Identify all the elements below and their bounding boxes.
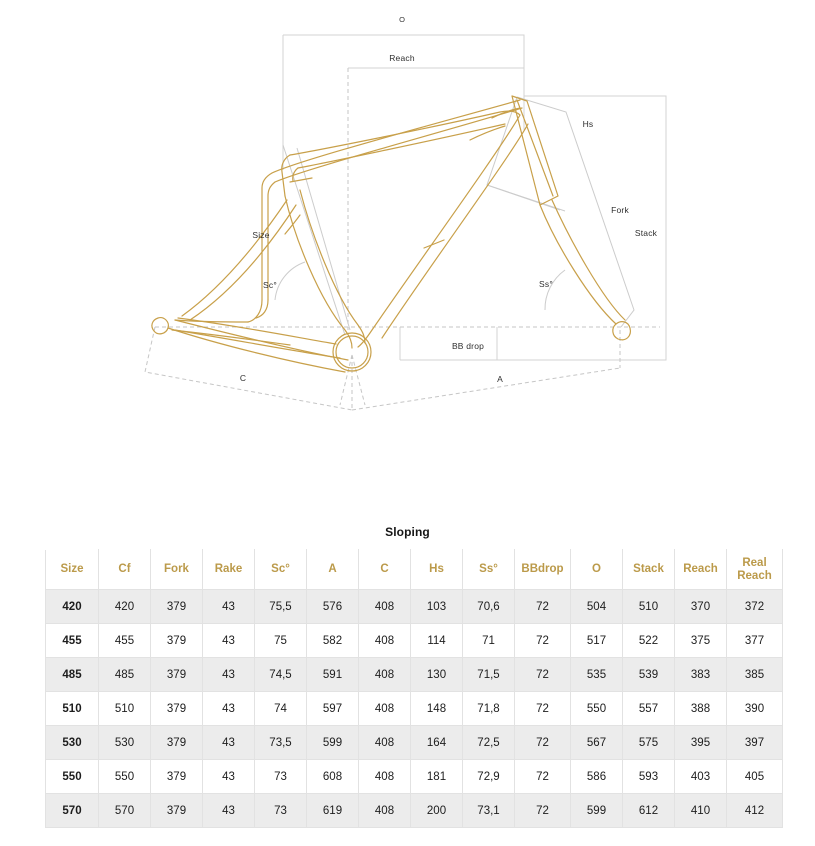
table-row (46, 590, 783, 624)
col-header-a: A (307, 550, 359, 590)
cell-size: 455 (46, 624, 99, 658)
cell-rake: 43 (203, 794, 255, 828)
cell-sc: 73 (255, 760, 307, 794)
cell-rake: 43 (203, 760, 255, 794)
cell-o: 567 (571, 726, 623, 760)
cell-real-reach: 397 (727, 726, 783, 760)
dash-a-lower (352, 368, 620, 410)
cell-real-reach: 372 (727, 590, 783, 624)
cell-sc: 75,5 (255, 590, 307, 624)
col-header-real-reach: Real Reach (727, 550, 783, 590)
label-bb-drop: BB drop (451, 341, 485, 351)
col-header-reach: Reach (675, 550, 727, 590)
cell-rake: 43 (203, 624, 255, 658)
cell-ss: 71,5 (463, 658, 515, 692)
table-title: Sloping (385, 525, 430, 539)
cell-reach: 403 (675, 760, 727, 794)
frame-rear-silhouette (152, 100, 522, 372)
cell-c: 408 (359, 590, 411, 624)
table-row (46, 658, 783, 692)
cell-real-reach: 377 (727, 624, 783, 658)
table-row (46, 794, 783, 828)
col-header-c: C (359, 550, 411, 590)
head-tube (512, 96, 558, 205)
col-header-ss: Ss° (463, 550, 515, 590)
cell-real-reach: 405 (727, 760, 783, 794)
label-reach: Reach (389, 53, 415, 63)
dash-bb-right (352, 355, 365, 405)
bicycle-frame-outline (152, 96, 630, 372)
cell-fork: 379 (151, 624, 203, 658)
cell-hs: 103 (411, 590, 463, 624)
cell-bbdrop: 72 (515, 624, 571, 658)
cell-reach: 395 (675, 726, 727, 760)
cell-fork: 379 (151, 760, 203, 794)
cell-real-reach: 390 (727, 692, 783, 726)
o-guide-box (283, 35, 524, 130)
table-row (46, 624, 783, 658)
cell-sc: 74 (255, 692, 307, 726)
cell-o: 517 (571, 624, 623, 658)
label-hs: Hs (582, 119, 594, 129)
cell-ss: 71,8 (463, 692, 515, 726)
cell-reach: 383 (675, 658, 727, 692)
cell-cf: 485 (99, 658, 151, 692)
cell-c: 408 (359, 692, 411, 726)
cell-stack: 593 (623, 760, 675, 794)
cell-a: 619 (307, 794, 359, 828)
cell-sc: 73,5 (255, 726, 307, 760)
cell-reach: 388 (675, 692, 727, 726)
cell-hs: 181 (411, 760, 463, 794)
sc-angle-arc (275, 262, 305, 300)
col-header-rake: Rake (203, 550, 255, 590)
cell-o: 535 (571, 658, 623, 692)
cell-fork: 379 (151, 692, 203, 726)
cell-stack: 510 (623, 590, 675, 624)
cell-fork: 379 (151, 590, 203, 624)
cell-bbdrop: 72 (515, 760, 571, 794)
cell-c: 408 (359, 658, 411, 692)
dash-bb-left (340, 355, 352, 405)
cell-cf: 550 (99, 760, 151, 794)
frame-main (175, 111, 528, 371)
cell-bbdrop: 72 (515, 590, 571, 624)
cell-bbdrop: 72 (515, 794, 571, 828)
cell-sc: 73 (255, 794, 307, 828)
cell-rake: 43 (203, 658, 255, 692)
cell-fork: 379 (151, 794, 203, 828)
cell-a: 597 (307, 692, 359, 726)
table-header-row (46, 550, 783, 590)
label-stack: Stack (634, 228, 658, 238)
cell-stack: 557 (623, 692, 675, 726)
seat-angle-guides (275, 145, 565, 335)
cell-cf: 420 (99, 590, 151, 624)
cell-hs: 114 (411, 624, 463, 658)
col-header-o: O (571, 550, 623, 590)
table-head (46, 550, 783, 590)
cell-ss: 71 (463, 624, 515, 658)
cell-c: 408 (359, 760, 411, 794)
cell-size: 530 (46, 726, 99, 760)
cell-cf: 530 (99, 726, 151, 760)
cell-ss: 70,6 (463, 590, 515, 624)
size-guide-line (283, 145, 345, 335)
cell-size: 510 (46, 692, 99, 726)
cell-reach: 375 (675, 624, 727, 658)
cell-o: 599 (571, 794, 623, 828)
cell-rake: 43 (203, 590, 255, 624)
cell-o: 550 (571, 692, 623, 726)
cell-reach: 410 (675, 794, 727, 828)
cell-o: 504 (571, 590, 623, 624)
cell-reach: 370 (675, 590, 727, 624)
col-header-fork: Fork (151, 550, 203, 590)
cell-ss: 72,5 (463, 726, 515, 760)
table-row (46, 726, 783, 760)
cell-size: 550 (46, 760, 99, 794)
size-guide-line2 (297, 148, 350, 330)
cell-hs: 200 (411, 794, 463, 828)
cell-stack: 522 (623, 624, 675, 658)
cell-fork: 379 (151, 726, 203, 760)
cell-real-reach: 412 (727, 794, 783, 828)
label-size: Size (252, 230, 270, 240)
col-header-size: Size (46, 550, 99, 590)
cell-c: 408 (359, 726, 411, 760)
col-header-bbdrop: BBdrop (515, 550, 571, 590)
cell-a: 582 (307, 624, 359, 658)
cell-a: 576 (307, 590, 359, 624)
cell-real-reach: 385 (727, 658, 783, 692)
table-row (46, 692, 783, 726)
cell-cf: 510 (99, 692, 151, 726)
geometry-table (45, 549, 783, 828)
cell-size: 485 (46, 658, 99, 692)
cell-bbdrop: 72 (515, 692, 571, 726)
cell-sc: 74,5 (255, 658, 307, 692)
cell-a: 608 (307, 760, 359, 794)
label-a: A (497, 374, 503, 384)
cell-hs: 148 (411, 692, 463, 726)
cell-stack: 575 (623, 726, 675, 760)
cell-cf: 455 (99, 624, 151, 658)
col-header-cf: Cf (99, 550, 151, 590)
label-ss-angle: Ss° (539, 279, 553, 289)
cell-hs: 164 (411, 726, 463, 760)
col-header-stack: Stack (623, 550, 675, 590)
cell-rake: 43 (203, 692, 255, 726)
geometry-table-section (45, 525, 770, 828)
cell-bbdrop: 72 (515, 726, 571, 760)
cell-a: 599 (307, 726, 359, 760)
cell-size: 420 (46, 590, 99, 624)
cell-o: 586 (571, 760, 623, 794)
measurement-guides (283, 35, 666, 360)
cell-bbdrop: 72 (515, 658, 571, 692)
label-o: O (399, 15, 405, 24)
ss-angle-arc (545, 270, 565, 310)
cell-stack: 539 (623, 658, 675, 692)
cell-ss: 72,9 (463, 760, 515, 794)
cell-ss: 73,1 (463, 794, 515, 828)
label-sc-angle: Sc° (263, 280, 277, 290)
cell-rake: 43 (203, 726, 255, 760)
table-row (46, 760, 783, 794)
cell-fork: 379 (151, 658, 203, 692)
cell-c: 408 (359, 794, 411, 828)
cell-a: 591 (307, 658, 359, 692)
col-header-sc: Sc° (255, 550, 307, 590)
label-c: C (239, 373, 247, 383)
fork (540, 200, 630, 340)
table-body (46, 590, 783, 828)
cell-size: 570 (46, 794, 99, 828)
cell-cf: 570 (99, 794, 151, 828)
col-header-hs: Hs (411, 550, 463, 590)
cell-stack: 612 (623, 794, 675, 828)
cell-c: 408 (359, 624, 411, 658)
label-fork: Fork (611, 205, 629, 215)
cell-sc: 75 (255, 624, 307, 658)
cell-hs: 130 (411, 658, 463, 692)
